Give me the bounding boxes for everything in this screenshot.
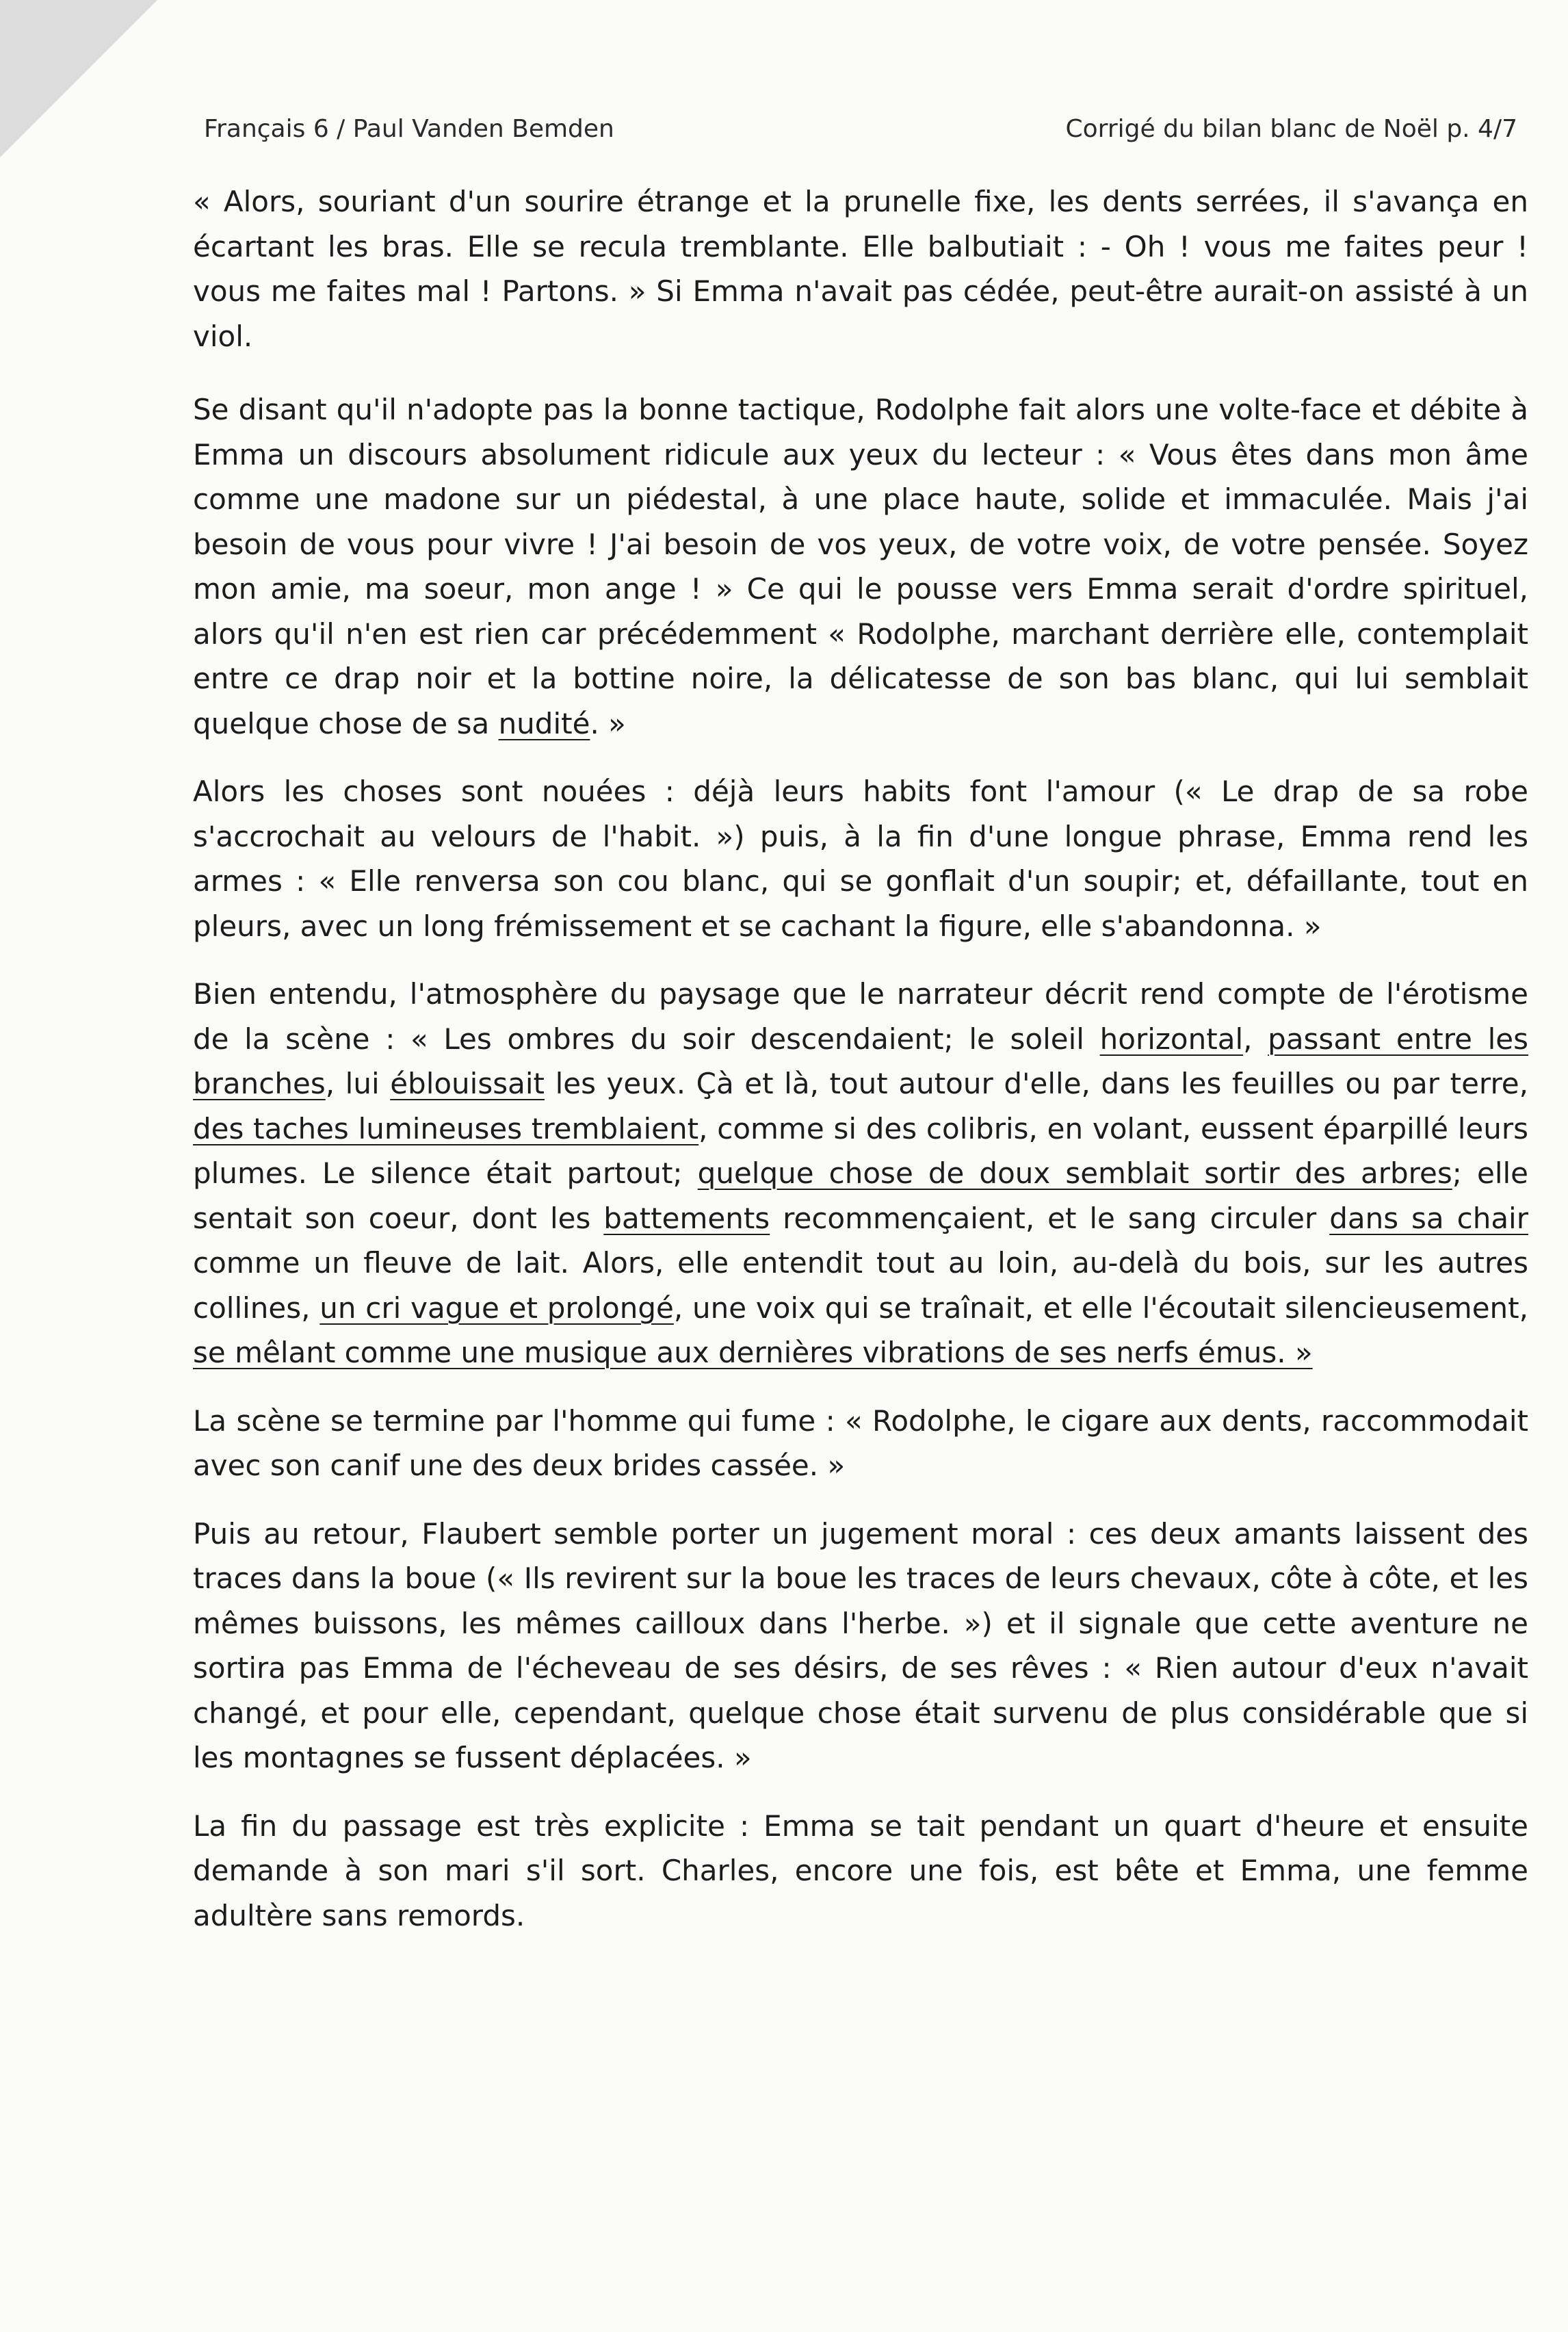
underlined-span: nudité	[498, 706, 590, 740]
paragraph-5: La scène se termine par l'homme qui fume : « Rodolphe, le cigare aux dents, raccommodait avec son canif une des deux brides cassée. »	[193, 1403, 1528, 1482]
header-author: Français 6 / Paul Vanden Bemden	[204, 115, 614, 143]
paragraph-6: Puis au retour, Flaubert semble porter un jugement moral : ces deux amants laissent des traces dans la boue (« Ils revirent sur la boue les traces de leurs chevaux, côte à côte, et les mêmes buissons, les mêmes cailloux dans l'herbe. ») et il signale que cette aventure ne sortira pas Emma de l'écheveau de ses désirs, de ses rêves : « Rien autour d'eux n'avait changé, et pour elle, cependant, quelque chose était survenu de plus considérable que si les montagnes se fussent déplacées. »	[193, 1516, 1528, 1774]
text-span: les yeux. Çà et là, tout autour d'elle, dans les feuilles ou par terre,	[544, 1067, 1528, 1100]
text-span: , comme si des colibris, en volant, eussent éparpillé leurs plumes. Le silence était partout;	[193, 1111, 1528, 1190]
underlined-span: horizontal	[1099, 1022, 1244, 1056]
text-span: ; elle sentait son coeur, dont les	[193, 1156, 1529, 1235]
margin-speck	[3, 1244, 10, 1252]
text-span: Bien entendu, l'atmosphère du paysage que le narrateur décrit rend compte de l'érotisme de la scène : « Les ombres du soir descendaient; le soleil	[193, 977, 1528, 1056]
page-header	[204, 115, 1517, 149]
underlined-span: éblouissait	[390, 1067, 545, 1100]
text-span: . »	[590, 706, 626, 740]
page-corner-fold	[0, 0, 157, 157]
text-span: recommençaient, et le sang circuler	[770, 1201, 1330, 1235]
paragraph-3: Alors les choses sont nouées : déjà leurs habits font l'amour (« Le drap de sa robe s'accrochait au velours de l'habit. ») puis, à la fin d'une longue phrase, Emma rend les armes : « Elle renversa son cou blanc, qui se gonflait d'un soupir; et, défaillante, tout en pleurs, avec un long frémissement et se cachant la figure, elle s'abandonna. »	[193, 775, 1528, 943]
text-span: comme un fleuve de lait. Alors, elle entendit tout au loin, au-delà du bois, sur les autres collines,	[193, 1246, 1528, 1325]
underlined-span: quelque chose de doux semblait sortir des arbres	[697, 1156, 1452, 1190]
text-span: , une voix qui se traînait, et elle l'écoutait silencieusement,	[673, 1291, 1528, 1325]
text-span: Se disant qu'il n'adopte pas la bonne tactique, Rodolphe fait alors une volte-face et débite à Emma un discours absolument ridicule aux yeux du lecteur : « Vous êtes dans mon âme comme une madone sur un piédestal, à une place haute, solide et immaculée. Mais j'ai besoin de vous pour vivre ! J'ai besoin de vos yeux, de votre voix, de votre pensée. Soyez mon amie, ma soeur, mon ange ! » Ce qui le pousse vers Emma serait d'ordre spirituel, alors qu'il n'en est rien car précédemment « Rodolphe, marchant derrière elle, contemplait entre ce drap noir et la bottine noire, la délicatesse de son bas blanc, qui lui semblait quelque chose de sa	[193, 393, 1528, 740]
text-span: ,	[1243, 1022, 1268, 1056]
paragraph-7: La fin du passage est très explicite : Emma se tait pendant un quart d'heure et ensuite demande à son mari s'il sort. Charles, encore une fois, est bête et Emma, une femme adultère sans remords.	[193, 1809, 1528, 1932]
paragraph-4	[193, 972, 1528, 1375]
underlined-span: dans sa chair	[1329, 1201, 1528, 1235]
underlined-span: passant entre les branches	[193, 1022, 1528, 1100]
underlined-span: des taches lumineuses tremblaient	[193, 1111, 699, 1145]
paragraph-1: « Alors, souriant d'un sourire étrange et la prunelle fixe, les dents serrées, il s'avança en écartant les bras. Elle se recula tremblante. Elle balbutiait : - Oh ! vous me faites peur ! vous me faites mal ! Partons. » Si Emma n'avait pas cédée, peut-être aurait-on assisté à un viol.	[193, 185, 1528, 353]
paragraph-2	[193, 387, 1528, 746]
underlined-span: se mêlant comme une musique aux dernières vibrations de ses nerfs émus. »	[193, 1336, 1313, 1369]
header-page-info: Corrigé du bilan blanc de Noël p. 4/7	[1065, 115, 1517, 143]
underlined-span: un cri vague et prolongé	[319, 1291, 674, 1325]
text-span: , lui	[325, 1067, 391, 1100]
underlined-span: battements	[603, 1201, 770, 1235]
document-body	[193, 179, 1528, 1961]
